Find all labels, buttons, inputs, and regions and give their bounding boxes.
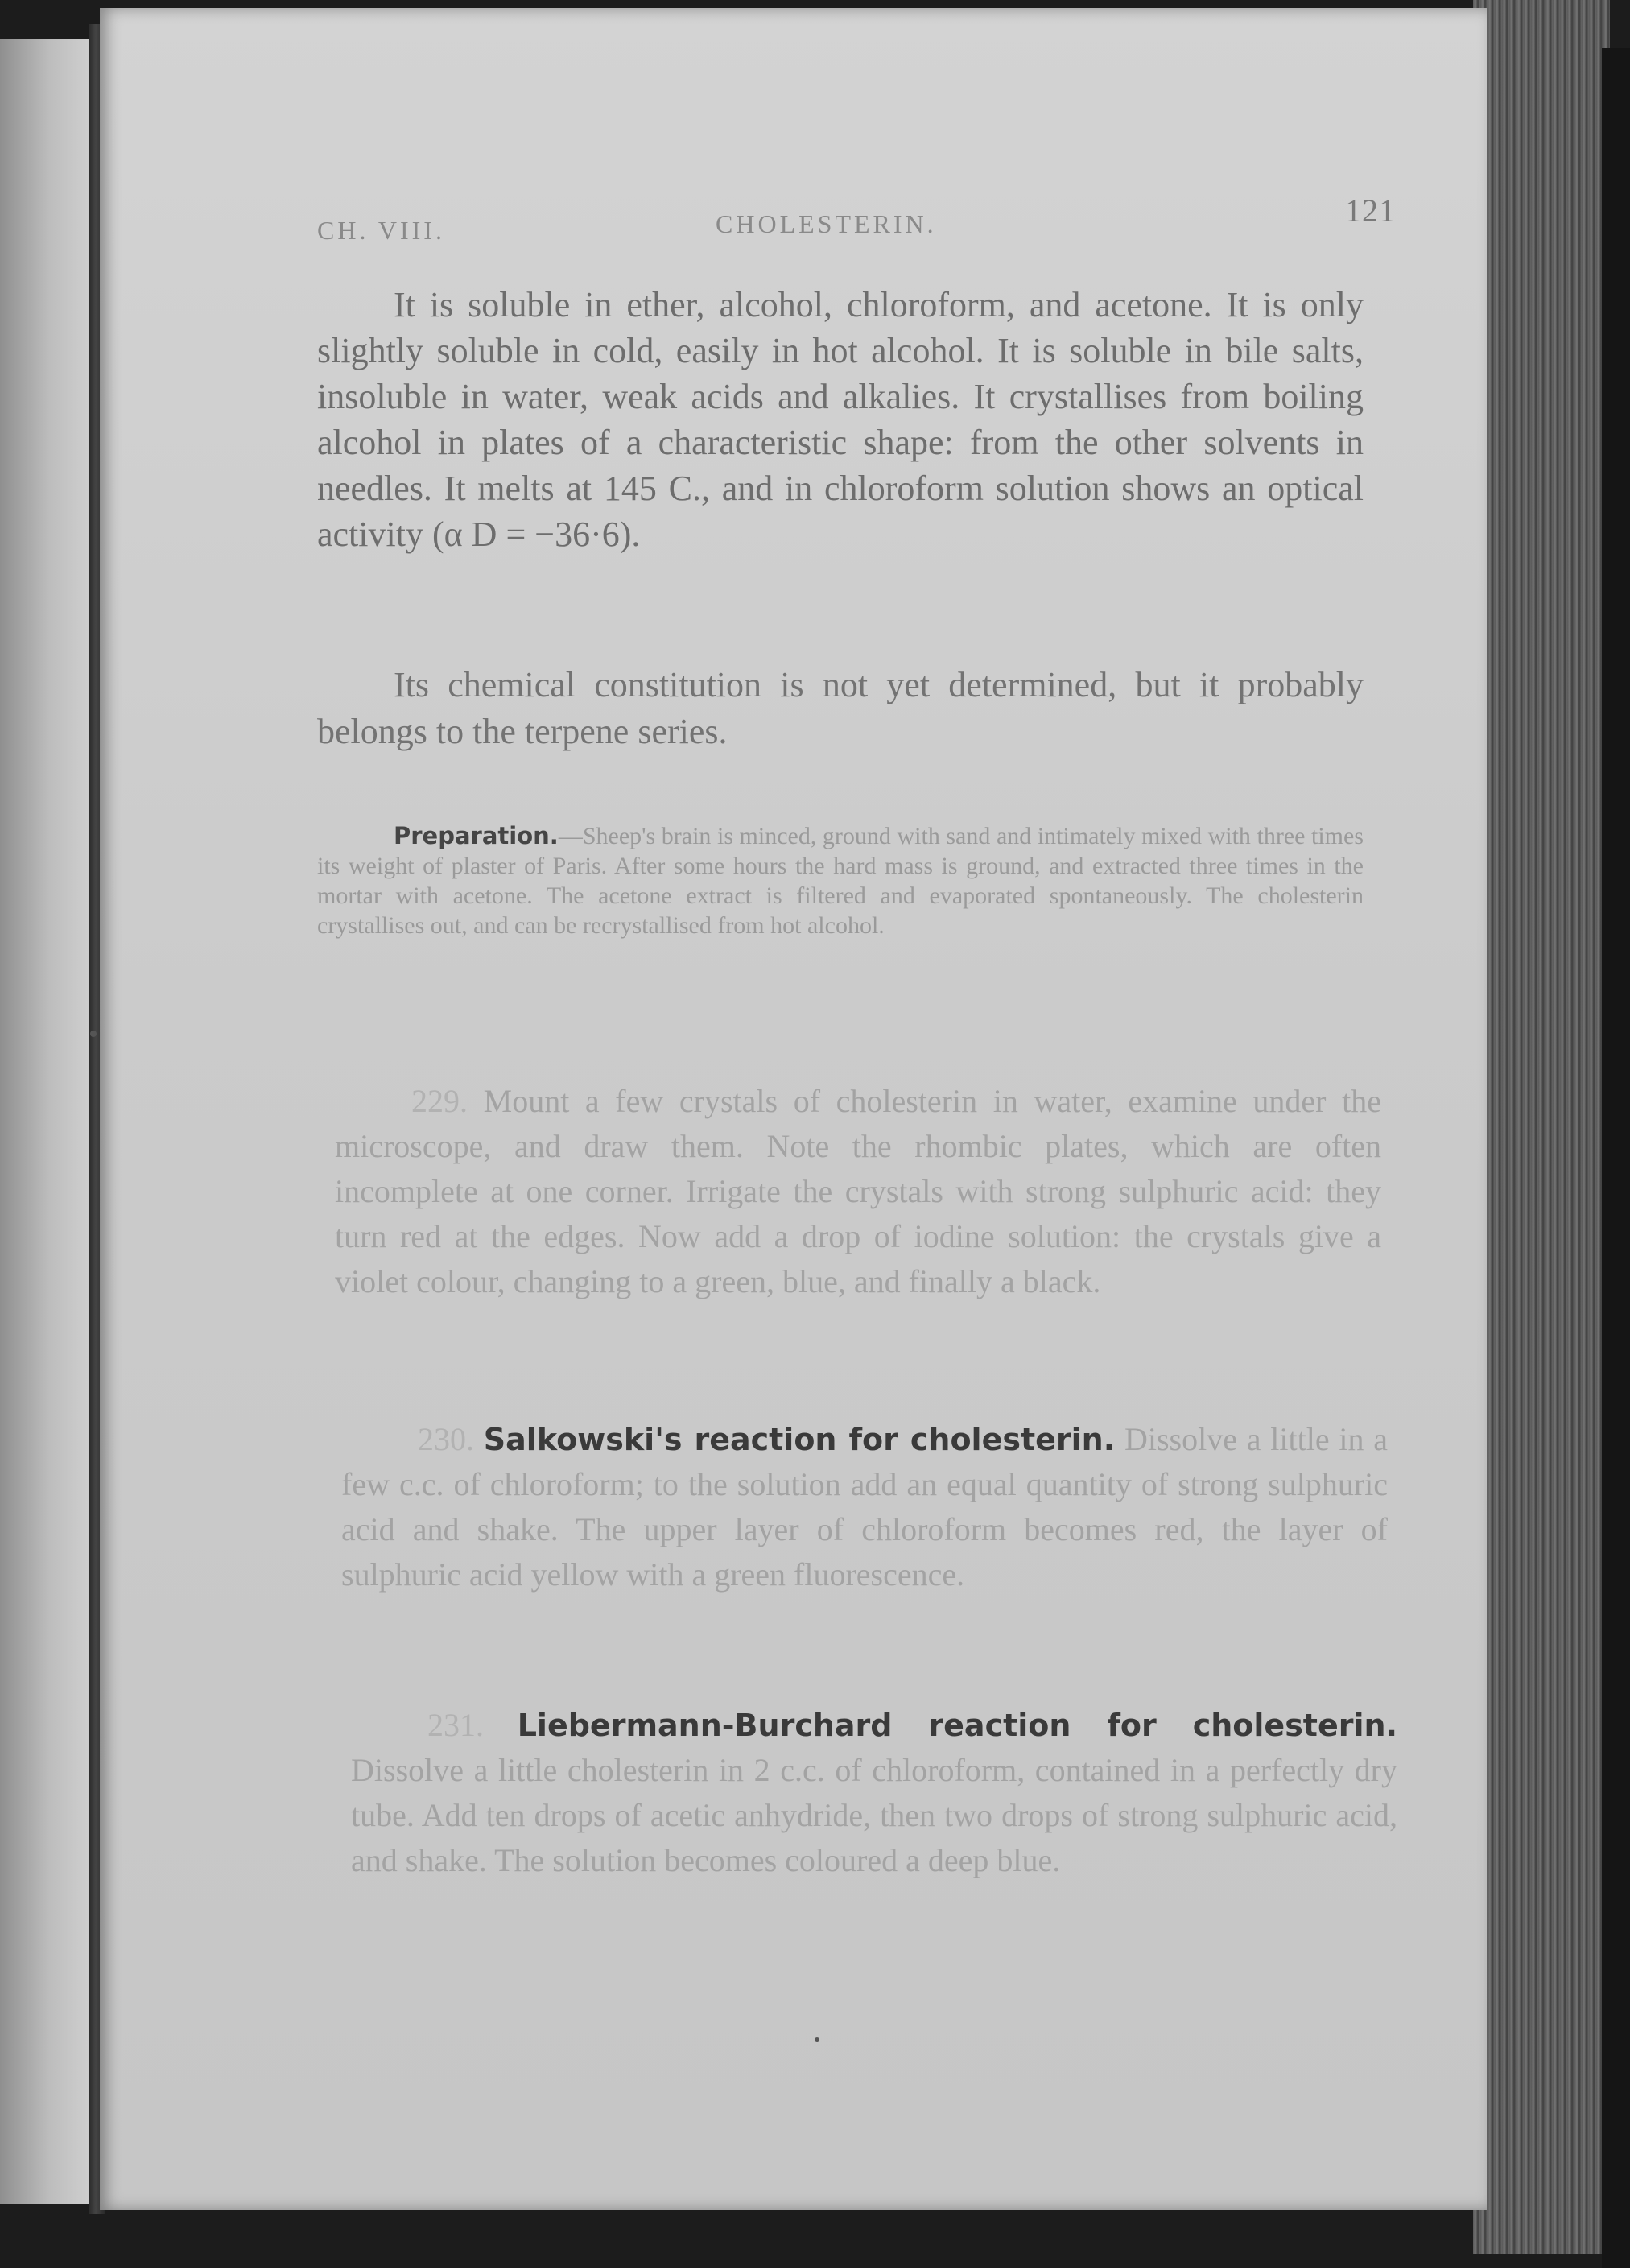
preparation-text: —Sheep's brain is minced, ground with sand and intimately mixed with three times its weight of plaster of Paris. After some hours the hard mass is ground, and extracted three times in the mortar with acetone. The acetone extract is filtered and evaporated spontaneously. The cholesterin crystallises out, and can be recrystallised from hot alcohol. bbox=[317, 823, 1364, 939]
paragraph-preparation bbox=[317, 821, 1364, 940]
facing-page-edge bbox=[0, 39, 90, 2204]
section-text: Dissolve a little in a few c.c. of chloroform; to the solution add an equal quantity of strong sulphuric acid and shake. The upper layer of chloroform becomes red, the layer of sulphuric acid yellow with a green fluorescence. bbox=[341, 1421, 1388, 1593]
section-heading: Liebermann-Burchard reaction for cholesterin. bbox=[517, 1708, 1398, 1743]
running-head bbox=[317, 192, 1396, 245]
paragraph-229 bbox=[335, 1079, 1381, 1304]
scan-border bbox=[1602, 48, 1630, 2268]
paragraph-solubility: It is soluble in ether, alcohol, chloroform, and acetone. It is only slightly soluble in cold, easily in hot alcohol. It is soluble in bile salts, insoluble in water, weak acids and alkalies. It crystallises from boiling alcohol in plates of a characteristic shape: from the other solvents in needles. It melts at 145 C., and in chloroform solution shows an optical activity (α D = −36·6). bbox=[317, 285, 1364, 554]
scan-speck bbox=[815, 2037, 819, 2042]
chapter-label: CH. VIII. bbox=[317, 216, 445, 245]
paragraph-230 bbox=[341, 1417, 1388, 1597]
preparation-heading: Preparation. bbox=[394, 822, 559, 849]
book-page bbox=[100, 8, 1487, 2210]
section-number: 229. bbox=[411, 1083, 468, 1119]
section-number: 231. bbox=[427, 1707, 484, 1743]
section-number: 230. bbox=[418, 1421, 474, 1457]
section-text: Dissolve a little cholesterin in 2 c.c. of chloroform, contained in a perfectly dry tube. Add ten drops of acetic anhydride, then two drops of strong sulphuric acid, and shake. The solution becomes coloured a deep blue. bbox=[351, 1752, 1397, 1878]
section-heading: Salkowski's reaction for cholesterin. bbox=[483, 1422, 1116, 1457]
paragraph-constitution: Its chemical constitution is not yet determined, but it probably belongs to the terpene series. bbox=[317, 665, 1364, 751]
section-text: Mount a few crystals of cholesterin in water, examine under the microscope, and draw them. Note the rhombic plates, which are often incomplete at one corner. Irrigate the crystals with strong sulphuric acid: they turn red at the edges. Now add a drop of iodine solution: the crystals give a violet colour, changing to a green, blue, and finally a black. bbox=[335, 1083, 1381, 1299]
page-number: 121 bbox=[1345, 192, 1396, 229]
scan-speck bbox=[90, 1031, 97, 1037]
paragraph-231 bbox=[351, 1703, 1397, 1883]
page-block-edges bbox=[1473, 0, 1610, 2254]
running-title: CHOLESTERIN. bbox=[716, 209, 937, 238]
